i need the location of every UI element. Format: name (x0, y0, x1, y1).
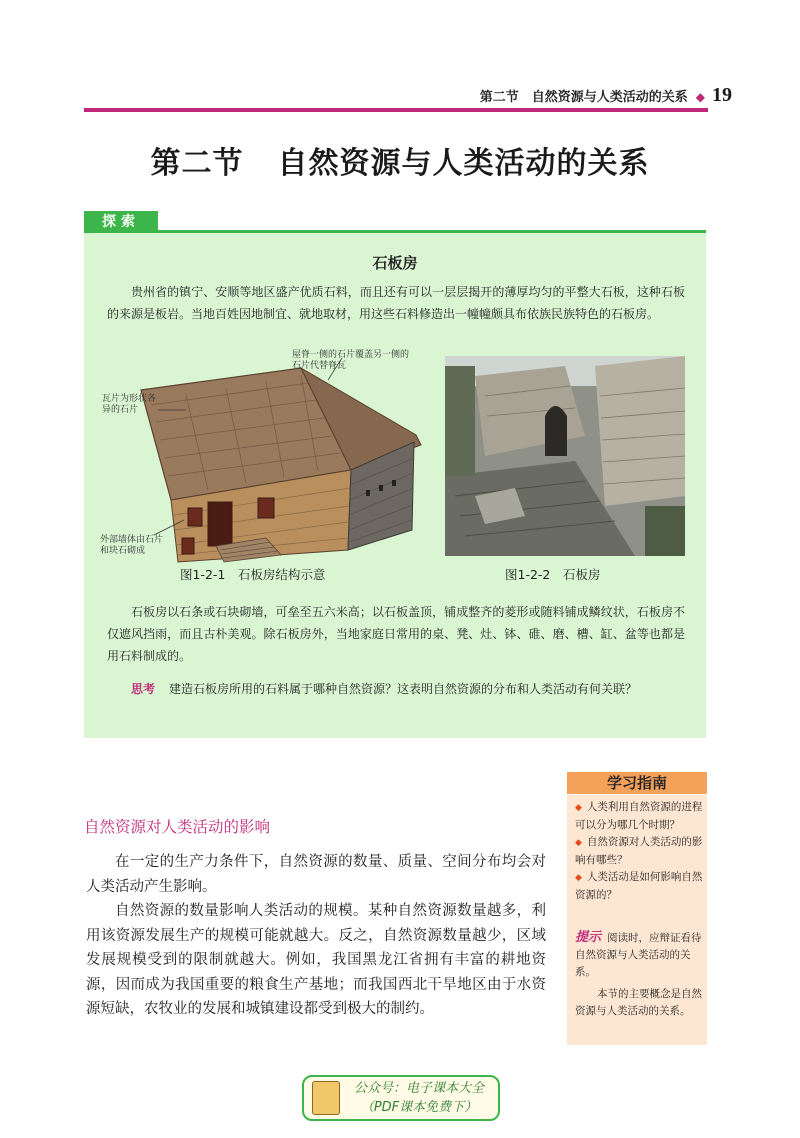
figure-2-caption: 图1-2-2 石板房 (505, 567, 601, 582)
figure-1-caption: 图1-2-1 石板房结构示意 (180, 567, 326, 582)
think-text: 建造石板房所用的石料属于哪种自然资源？这表明自然资源的分布和人类活动有何关联？ (169, 682, 638, 696)
callout-tile: 瓦片为形状各异的石片 (102, 394, 157, 415)
explore-tab: 探索 (84, 211, 158, 233)
diamond-bullet-icon: ◆ (575, 838, 582, 848)
study-guide-header: 学习指南 (567, 772, 707, 794)
main-paragraph-1: 在一定的生产力条件下，自然资源的数量、质量、空间分布均会对人类活动产生影响。 (86, 854, 546, 895)
main-paragraph-2: 自然资源的数量影响人类活动的规模。某种自然资源数量越多，利用该资源发展生产的规模可能就越大。反之，自然资源数量越少，区域发展规模受到的限制就越大。例如，我国黑龙江省拥有丰富的耕地资源，因而成为我国重要的粮食生产基地；而我国西北干旱地区由于水资源短缺，农牧业的发展和城镇建设都受到极大的制约。 (86, 903, 546, 1017)
footer-line-1: 公众号：电子课本大全 (353, 1081, 484, 1096)
diamond-icon: ◆ (695, 90, 705, 104)
section-title (84, 142, 716, 186)
study-guide-item: ◆ 人类活动是如何影响自然资源的？ (575, 871, 703, 901)
explore-box-title: 石板房 (372, 254, 418, 272)
callout-ridge: 屋脊一侧的石片覆盖另一侧的石片代替脊瓦 (292, 350, 410, 371)
running-header-title: 第二节 自然资源与人类活动的关系 (479, 90, 688, 105)
diamond-bullet-icon: ◆ (575, 803, 582, 813)
running-header (150, 86, 705, 108)
study-guide-item: ◆ 自然资源对人类活动的影响有哪些？ (575, 836, 703, 866)
callout-wall: 外部墙体由石片和块石砌成 (100, 535, 164, 556)
study-guide-items (575, 799, 703, 904)
study-guide-concept: 本节的主要概念是自然资源与人类活动的关系。 (575, 988, 702, 1017)
study-guide-tip (575, 929, 703, 981)
header-rule (84, 108, 708, 112)
explore-paragraph-2: 石板房以石条或石块砌墙，可垒至五六米高；以石板盖顶，铺成整齐的菱形或随料铺成鳞纹状，石板房不仅遮风挡雨，而且古朴美观。除石板房外，当地家庭日常用的桌、凳、灶、钵、碓、磨、槽、缸、盆等也都是用石料制成的。 (107, 605, 685, 663)
stone-house-diagram (96, 350, 432, 564)
explore-paragraph-1: 贵州省的镇宁、安顺等地区盛产优质石料，而且还有可以一层层揭开的薄厚均匀的平整大石板，这种石板的来源是板岩。当地百姓因地制宜、就地取材，用这些石料修造出一幢幢颇具布依族民族特色的石板房。 (107, 285, 685, 321)
think-question (107, 678, 685, 700)
tip-label: 提示 (575, 930, 602, 945)
tip-text: 阅读时，应辩证看待自然资源与人类活动的关系。 (575, 932, 702, 978)
subsection-heading: 自然资源对人类活动的影响 (84, 818, 271, 836)
diamond-bullet-icon: ◆ (575, 873, 582, 883)
stone-house-photo (445, 356, 685, 556)
section-name: 自然资源与人类活动的关系 (277, 146, 650, 181)
book-icon (312, 1081, 340, 1115)
section-number: 第二节 (150, 146, 244, 181)
think-label: 思考 (131, 682, 156, 696)
page-number: 19 (712, 84, 732, 106)
footer-line-2: （PDF课本免费下） (360, 1100, 478, 1115)
study-guide-item: ◆ 人类利用自然资源的进程可以分为哪几个时期？ (575, 801, 703, 831)
explore-tab-stripe (84, 230, 706, 233)
